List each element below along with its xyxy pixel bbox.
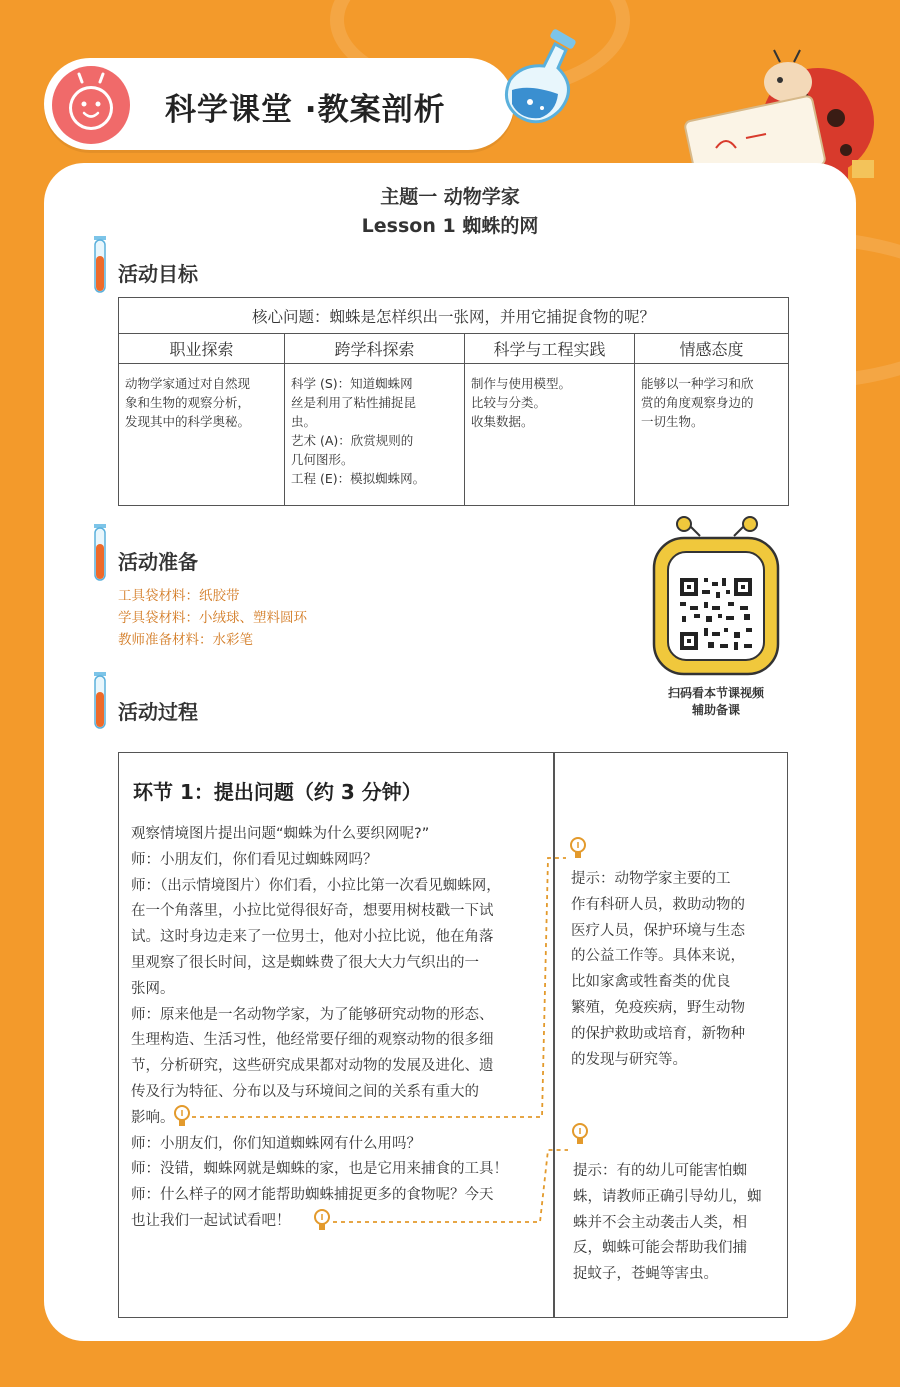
qr-caption: 扫码看本节课视频 xyxy=(667,686,764,700)
goals-cell-line: 象和生物的观察分析， xyxy=(125,395,251,410)
goals-cell-line: 发现其中的科学奥秘。 xyxy=(125,414,251,429)
hint-line: 反，蜘蛛可能会帮助我们捕 xyxy=(573,1240,747,1257)
goals-cell-practice xyxy=(465,364,635,506)
header-title: 科学课堂 ·教案剖析 xyxy=(165,92,446,128)
script-line: 师：什么样子的网才能帮助蜘蛛捕捉更多的食物呢？今天 xyxy=(131,1187,494,1204)
script-line: 影响。 xyxy=(131,1109,175,1126)
script-line: 在一个角落里，小拉比觉得很好奇，想要用树枝戳一下试 xyxy=(131,903,494,920)
script-line: 师：小朋友们，你们看见过蜘蛛网吗？ xyxy=(131,851,378,868)
logo-icon xyxy=(52,66,130,144)
hint-line: 比如家禽或牲畜类的优良 xyxy=(571,974,731,991)
qr-caption: 辅助备课 xyxy=(691,703,740,717)
lightbulb-icon xyxy=(172,1104,192,1130)
hint-line: 的公益工作等。具体来说， xyxy=(571,948,745,965)
goals-cell-line: 几何图形。 xyxy=(291,452,354,467)
hint-line: 的保护救助或培育，新物种 xyxy=(571,1025,745,1042)
section-heading-goals: 活动目标 xyxy=(118,262,198,286)
test-tube-icon xyxy=(92,236,108,294)
script-line: 师：（出示情境图片）你们看，小拉比第一次看见蜘蛛网， xyxy=(131,877,501,894)
goals-cell-attitude xyxy=(635,364,789,506)
goals-cell-line: 能够以一种学习和欣 xyxy=(641,376,754,391)
lightbulb-icon xyxy=(570,1122,590,1148)
hint-spider-fear xyxy=(573,1159,785,1288)
test-tube-icon xyxy=(92,672,108,730)
goals-cell-line: 科学 (S)：知道蜘蛛网 xyxy=(291,376,413,391)
goals-col-header: 职业探索 xyxy=(119,334,285,364)
flask-icon xyxy=(500,28,590,133)
goals-cell-line: 动物学家通过对自然现 xyxy=(125,376,251,391)
goals-cell-line: 收集数据。 xyxy=(471,414,534,429)
prep-item: 教师准备材料：水彩笔 xyxy=(118,632,253,648)
goals-table xyxy=(118,297,789,506)
goals-cell-line: 比较与分类。 xyxy=(471,395,547,410)
goals-cell-line: 赏的角度观察身边的 xyxy=(641,395,754,410)
hint-line: 蛛并不会主动袭击人类，相 xyxy=(573,1214,747,1231)
lesson-theme: 主题一 动物学家 xyxy=(380,186,520,208)
goals-cell-line: 一切生物。 xyxy=(641,414,704,429)
lightbulb-icon xyxy=(312,1208,332,1234)
script-line: 传及行为特征、分布以及与环境间之间的关系有重大的 xyxy=(131,1083,479,1100)
script-line: 生理构造、生活习性，他经常要仔细的观察动物的很多细 xyxy=(131,1032,494,1049)
goals-cell-line: 制作与使用模型。 xyxy=(471,376,572,391)
hint-line: 医疗人员，保护环境与生态 xyxy=(571,922,745,939)
hint-line: 提示：动物学家主要的工 xyxy=(571,871,731,887)
hint-line: 提示：有的幼儿可能害怕蜘 xyxy=(573,1163,747,1179)
hint-line: 繁殖，免疫疾病，野生动物 xyxy=(571,999,745,1016)
process-step-title: 环节 1：提出问题（约 3 分钟） xyxy=(133,780,422,804)
test-tube-icon xyxy=(92,524,108,582)
script-line: 师：小朋友们，你们知道蜘蛛网有什么用吗？ xyxy=(131,1135,421,1152)
hint-line: 捉蚊子，苍蝇等害虫。 xyxy=(573,1266,718,1283)
goals-cell-line: 虫。 xyxy=(291,414,317,429)
prep-item: 学具袋材料：小绒球、塑料圆环 xyxy=(118,610,307,626)
hint-line: 蛛，请教师正确引导幼儿，蜘 xyxy=(573,1188,762,1205)
goals-cell-line: 丝是利用了粘性捕捉昆 xyxy=(291,395,417,410)
goals-col-header: 科学与工程实践 xyxy=(465,334,635,364)
lesson-title: Lesson 1 蜘蛛的网 xyxy=(361,215,539,237)
goals-col-header: 情感态度 xyxy=(635,334,789,364)
qr-code[interactable] xyxy=(650,516,782,682)
hint-line: 的发现与研究等。 xyxy=(571,1051,687,1068)
goals-cell-career xyxy=(119,364,285,506)
script-line: 观察情境图片提出问题“蜘蛛为什么要织网呢?” xyxy=(131,826,430,842)
section-heading-preparation: 活动准备 xyxy=(118,550,198,574)
lightbulb-icon xyxy=(568,836,588,862)
goals-col-header: 跨学科探索 xyxy=(285,334,465,364)
core-question: 核心问题：蜘蛛是怎样织出一张网，并用它捕捉食物的呢？ xyxy=(119,298,789,334)
goals-cell-line: 工程 (E)：模拟蜘蛛网。 xyxy=(291,471,426,486)
hint-career xyxy=(571,867,781,1073)
script-line: 试。这时身边走来了一位男士，他对小拉比说，他在角落 xyxy=(131,929,494,946)
section-heading-process: 活动过程 xyxy=(118,700,198,724)
process-script xyxy=(131,822,543,1235)
goals-cell-interdisciplinary xyxy=(285,364,465,506)
prep-item: 工具袋材料：纸胶带 xyxy=(118,588,240,604)
script-line: 师：原来他是一名动物学家，为了能够研究动物的形态、 xyxy=(131,1006,494,1023)
script-line: 节，分析研究，这些研究成果都对动物的发展及进化、遗 xyxy=(131,1058,494,1075)
script-line: 也让我们一起试试看吧！ xyxy=(131,1212,291,1229)
script-line: 师：没错，蜘蛛网就是蜘蛛的家，也是它用来捕食的工具！ xyxy=(131,1161,508,1178)
hint-line: 作有科研人员，救助动物的 xyxy=(571,896,745,913)
process-divider xyxy=(553,752,555,1318)
script-line: 里观察了很长时间，这是蜘蛛费了很大大力气织出的一 xyxy=(131,954,479,971)
goals-cell-line: 艺术 (A)：欣赏规则的 xyxy=(291,433,414,448)
script-line: 张网。 xyxy=(131,980,175,997)
